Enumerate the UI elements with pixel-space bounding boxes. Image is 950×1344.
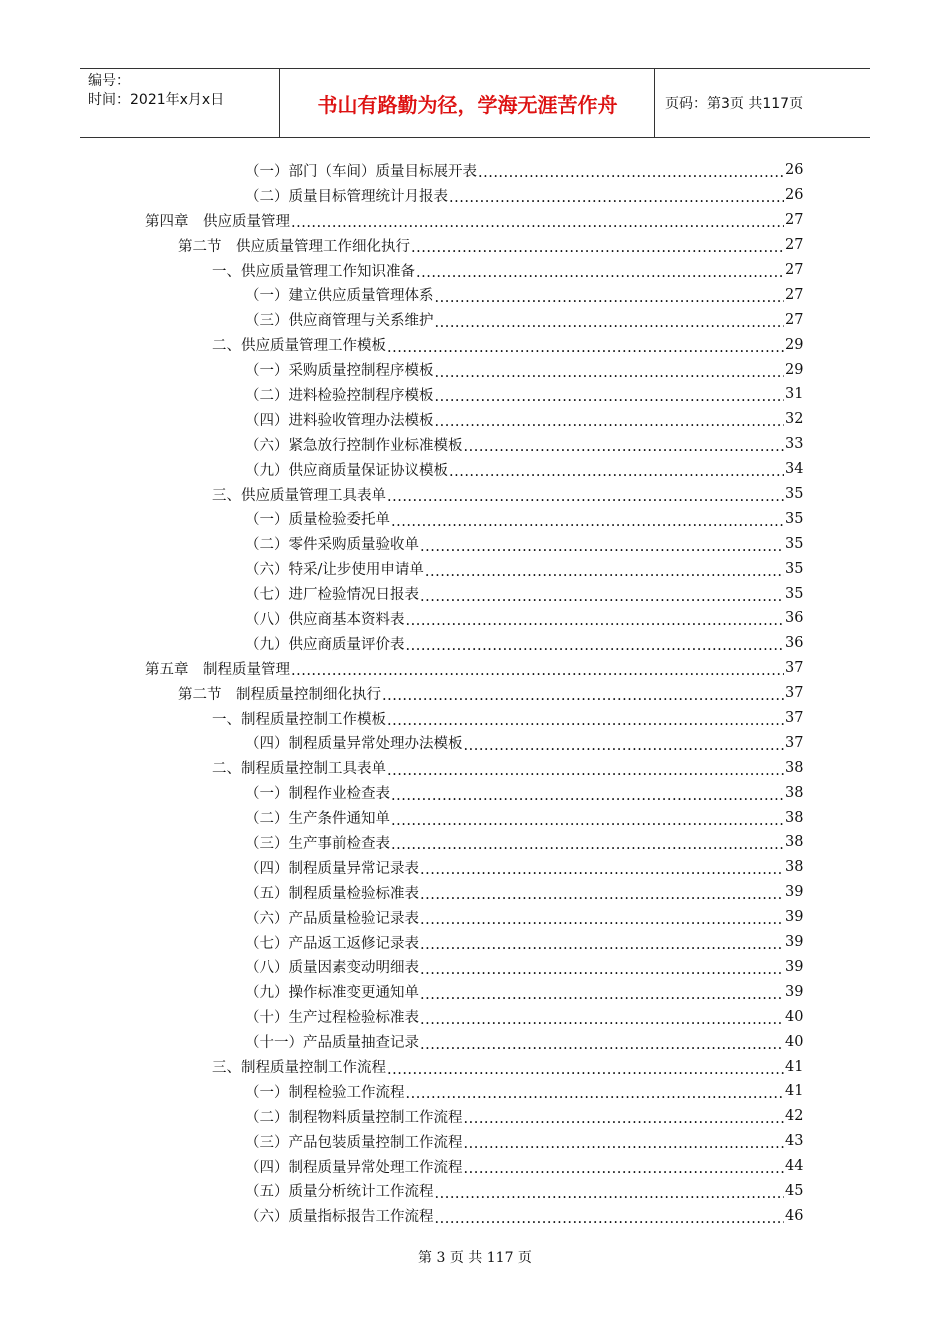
- toc-leader-dots: [435, 365, 785, 381]
- toc-entry[interactable]: [0, 955, 950, 980]
- toc-entry-page: 34: [785, 461, 804, 478]
- toc-leader-dots: [411, 240, 784, 256]
- toc-leader-dots: [464, 1136, 785, 1152]
- toc-entry[interactable]: [0, 158, 950, 183]
- toc-entry-page: 38: [785, 834, 804, 851]
- toc-entry[interactable]: [0, 606, 950, 631]
- toc-leader-dots: [464, 738, 785, 754]
- toc-leader-dots: [291, 663, 784, 679]
- toc-entry-title: （五）制程质量检验标准表: [245, 885, 419, 902]
- toc-leader-dots: [391, 813, 784, 829]
- toc-entry-page: 35: [785, 510, 804, 527]
- toc-entry-page: 39: [785, 934, 804, 951]
- toc-entry-title: （六）质量指标报告工作流程: [245, 1209, 434, 1226]
- toc-leader-dots: [464, 1111, 785, 1127]
- toc-entry-page: 38: [785, 784, 804, 801]
- toc-entry-title: （四）制程质量异常记录表: [245, 860, 419, 877]
- toc-entry-page: 31: [785, 386, 804, 403]
- toc-leader-dots: [464, 1161, 785, 1177]
- toc-entry[interactable]: [0, 1129, 950, 1154]
- toc-leader-dots: [435, 290, 785, 306]
- toc-entry[interactable]: [0, 1054, 950, 1079]
- toc-entry[interactable]: [0, 556, 950, 581]
- toc-leader-dots: [435, 1211, 785, 1227]
- toc-leader-dots: [435, 315, 785, 331]
- toc-entry[interactable]: [0, 208, 950, 233]
- toc-entry[interactable]: [0, 1203, 950, 1228]
- toc-entry[interactable]: [0, 407, 950, 432]
- toc-entry-page: 39: [785, 958, 804, 975]
- toc-entry-page: 46: [785, 1207, 804, 1224]
- toc-entry-title: （九）操作标准变更通知单: [245, 985, 419, 1002]
- toc-entry[interactable]: [0, 506, 950, 531]
- toc-leader-dots: [406, 613, 785, 629]
- toc-leader-dots: [435, 414, 785, 430]
- toc-leader-dots: [420, 937, 784, 953]
- toc-entry-title: （九）供应商质量评价表: [245, 636, 405, 653]
- toc-entry-title: （六）紧急放行控制作业标准模板: [245, 437, 463, 454]
- toc-entry-title: （一）建立供应质量管理体系: [245, 288, 434, 305]
- toc-entry-title: （三）产品包装质量控制工作流程: [245, 1134, 463, 1151]
- toc-entry-page: 36: [785, 610, 804, 627]
- toc-leader-dots: [391, 837, 784, 853]
- toc-entry-page: 26: [785, 162, 804, 179]
- toc-entry-page: 27: [785, 262, 804, 278]
- toc-entry-page: 27: [785, 286, 804, 303]
- toc-entry-page: 27: [785, 237, 804, 254]
- toc-entry-title: （四）制程质量异常处理办法模板: [245, 736, 463, 753]
- toc-entry[interactable]: [0, 183, 950, 208]
- toc-leader-dots: [420, 539, 784, 555]
- toc-entry[interactable]: [0, 282, 950, 307]
- toc-entry[interactable]: [0, 656, 950, 681]
- toc-entry-page: 40: [785, 1008, 804, 1025]
- toc-leader-dots: [387, 489, 784, 505]
- toc-entry-title: （一）采购质量控制程序模板: [245, 363, 434, 380]
- toc-leader-dots: [478, 165, 784, 181]
- toc-entry[interactable]: [0, 1179, 950, 1204]
- toc-entry[interactable]: [0, 432, 950, 457]
- toc-entry-page: 27: [785, 311, 804, 328]
- toc-entry-title: 一、制程质量控制工作模板: [212, 711, 386, 728]
- toc-entry-page: 35: [785, 560, 804, 577]
- toc-entry-page: 37: [785, 685, 804, 702]
- toc-entry-title: （五）质量分析统计工作流程: [245, 1184, 434, 1201]
- document-number-label: 编号：: [88, 73, 130, 89]
- toc-entry-page: 39: [785, 909, 804, 926]
- toc-entry-title: （二）零件采购质量验收单: [245, 537, 419, 554]
- toc-entry[interactable]: [0, 1029, 950, 1054]
- toc-leader-dots: [420, 862, 784, 878]
- toc-entry-page: 35: [785, 535, 804, 552]
- toc-entry-title: （三）供应商管理与关系维护: [245, 313, 434, 330]
- toc-entry-title: （一）制程检验工作流程: [245, 1084, 405, 1101]
- toc-entry[interactable]: [0, 706, 950, 731]
- toc-entry-page: 26: [785, 187, 804, 204]
- toc-entry-page: 38: [785, 759, 804, 776]
- toc-entry-page: 27: [785, 212, 804, 229]
- toc-entry[interactable]: [0, 755, 950, 780]
- toc-entry-page: 36: [785, 635, 804, 652]
- toc-entry-title: （九）供应商质量保证协议模板: [245, 462, 448, 479]
- toc-entry-page: 37: [785, 710, 804, 727]
- toc-entry[interactable]: [0, 805, 950, 830]
- toc-entry-title: 三、供应质量管理工具表单: [212, 487, 386, 504]
- toc-leader-dots: [449, 190, 784, 206]
- toc-entry[interactable]: [0, 258, 950, 283]
- toc-leader-dots: [435, 389, 785, 405]
- toc-entry[interactable]: [0, 780, 950, 805]
- toc-entry-title: 二、供应质量管理工作模板: [212, 338, 386, 355]
- toc-entry-title: （六）产品质量检验记录表: [245, 910, 419, 927]
- toc-leader-dots: [382, 688, 784, 704]
- toc-entry[interactable]: [0, 730, 950, 755]
- toc-entry-page: 29: [785, 336, 804, 353]
- toc-entry[interactable]: [0, 382, 950, 407]
- toc-leader-dots: [420, 1012, 784, 1028]
- toc-entry[interactable]: [0, 1154, 950, 1179]
- toc-entry-title: （四）进料验收管理办法模板: [245, 412, 434, 429]
- toc-entry[interactable]: [0, 357, 950, 382]
- toc-entry[interactable]: [0, 830, 950, 855]
- toc-leader-dots: [416, 265, 784, 281]
- toc-entry[interactable]: [0, 855, 950, 880]
- toc-entry-title: （七）产品返工返修记录表: [245, 935, 419, 952]
- toc-entry-title: （一）部门（车间）质量目标展开表: [245, 163, 477, 180]
- toc-entry[interactable]: [0, 1104, 950, 1129]
- toc-entry-page: 42: [785, 1108, 804, 1125]
- toc-entry-page: 39: [785, 884, 804, 901]
- toc-leader-dots: [420, 987, 784, 1003]
- toc-entry-title: （七）进厂检验情况日报表: [245, 587, 419, 604]
- toc-entry-page: 41: [785, 1083, 804, 1100]
- header-meta: [80, 69, 280, 137]
- toc-leader-dots: [420, 589, 784, 605]
- toc-entry-title: 第四章 供应质量管理: [145, 213, 290, 230]
- toc-entry-title: 第二节 供应质量管理工作细化执行: [178, 238, 410, 255]
- toc-entry-page: 37: [785, 660, 804, 677]
- toc-entry[interactable]: [0, 631, 950, 656]
- page-footer: 第 3 页 共 117 页: [418, 1250, 532, 1266]
- toc-leader-dots: [435, 1186, 785, 1202]
- page-header: [80, 68, 870, 138]
- toc-entry[interactable]: [0, 1079, 950, 1104]
- toc-leader-dots: [420, 962, 784, 978]
- table-of-contents: [0, 158, 950, 1228]
- toc-entry-title: （八）供应商基本资料表: [245, 611, 405, 628]
- toc-entry-title: （二）质量目标管理统计月报表: [245, 188, 448, 205]
- toc-entry-title: （二）进料检验控制程序模板: [245, 387, 434, 404]
- toc-entry-title: （一）质量检验委托单: [245, 512, 390, 529]
- toc-entry-page: 43: [785, 1133, 804, 1150]
- toc-leader-dots: [464, 439, 785, 455]
- toc-entry-title: （四）制程质量异常处理工作流程: [245, 1159, 463, 1176]
- toc-entry-title: （二）制程物料质量控制工作流程: [245, 1109, 463, 1126]
- toc-entry-page: 38: [785, 809, 804, 826]
- toc-entry-page: 44: [785, 1158, 804, 1175]
- toc-entry[interactable]: [0, 1004, 950, 1029]
- toc-entry[interactable]: [0, 482, 950, 507]
- toc-leader-dots: [406, 638, 785, 654]
- toc-leader-dots: [387, 763, 784, 779]
- toc-entry-title: 三、制程质量控制工作流程: [212, 1060, 386, 1076]
- header-page-info: 页码：第3页 共117页: [665, 96, 804, 112]
- toc-entry-title: （八）质量因素变动明细表: [245, 960, 419, 977]
- toc-leader-dots: [420, 887, 784, 903]
- toc-entry-title: （十）生产过程检验标准表: [245, 1010, 419, 1027]
- toc-entry-page: 29: [785, 361, 804, 378]
- toc-entry-page: 32: [785, 411, 804, 428]
- toc-leader-dots: [406, 1086, 785, 1102]
- toc-entry-title: （六）特采/让步使用申请单: [245, 562, 424, 579]
- toc-entry[interactable]: [0, 681, 950, 706]
- toc-entry[interactable]: [0, 233, 950, 258]
- toc-entry[interactable]: [0, 531, 950, 556]
- toc-entry-title: （三）生产事前检查表: [245, 835, 390, 852]
- toc-entry[interactable]: [0, 457, 950, 482]
- toc-entry-page: 40: [785, 1033, 804, 1050]
- toc-entry-title: 二、制程质量控制工具表单: [212, 761, 386, 778]
- toc-entry-page: 41: [785, 1058, 804, 1075]
- toc-entry-page: 35: [785, 486, 804, 503]
- toc-entry-title: 第五章 制程质量管理: [145, 661, 290, 678]
- toc-entry[interactable]: [0, 332, 950, 357]
- toc-entry[interactable]: [0, 307, 950, 332]
- toc-leader-dots: [291, 215, 784, 231]
- header-motto: 书山有路勤为径，学海无涯苦作舟: [281, 69, 655, 137]
- document-date-label: 时间：2021年x月x日: [88, 92, 225, 108]
- toc-leader-dots: [387, 340, 784, 356]
- toc-entry-page: 38: [785, 859, 804, 876]
- toc-entry[interactable]: [0, 880, 950, 905]
- toc-entry-title: （二）生产条件通知单: [245, 811, 390, 828]
- toc-entry-title: 一、供应质量管理工作知识准备: [212, 263, 415, 280]
- toc-entry-title: 第二节 制程质量控制细化执行: [178, 686, 381, 703]
- toc-entry[interactable]: [0, 979, 950, 1004]
- toc-entry-title: （十一）产品质量抽查记录: [245, 1035, 419, 1052]
- toc-entry[interactable]: [0, 930, 950, 955]
- toc-entry-page: 33: [785, 436, 804, 453]
- toc-entry[interactable]: [0, 905, 950, 930]
- toc-entry-page: 39: [785, 983, 804, 1000]
- toc-leader-dots: [387, 713, 784, 729]
- toc-leader-dots: [420, 912, 784, 928]
- toc-entry-title: （一）制程作业检查表: [245, 786, 390, 803]
- toc-leader-dots: [425, 564, 784, 580]
- toc-leader-dots: [420, 1037, 784, 1053]
- toc-leader-dots: [391, 788, 784, 804]
- toc-entry-page: 45: [785, 1182, 804, 1199]
- toc-entry-page: 35: [785, 585, 804, 602]
- toc-entry-page: 37: [785, 734, 804, 751]
- toc-leader-dots: [449, 464, 784, 480]
- toc-leader-dots: [391, 514, 784, 530]
- toc-leader-dots: [387, 1062, 784, 1078]
- toc-entry[interactable]: [0, 581, 950, 606]
